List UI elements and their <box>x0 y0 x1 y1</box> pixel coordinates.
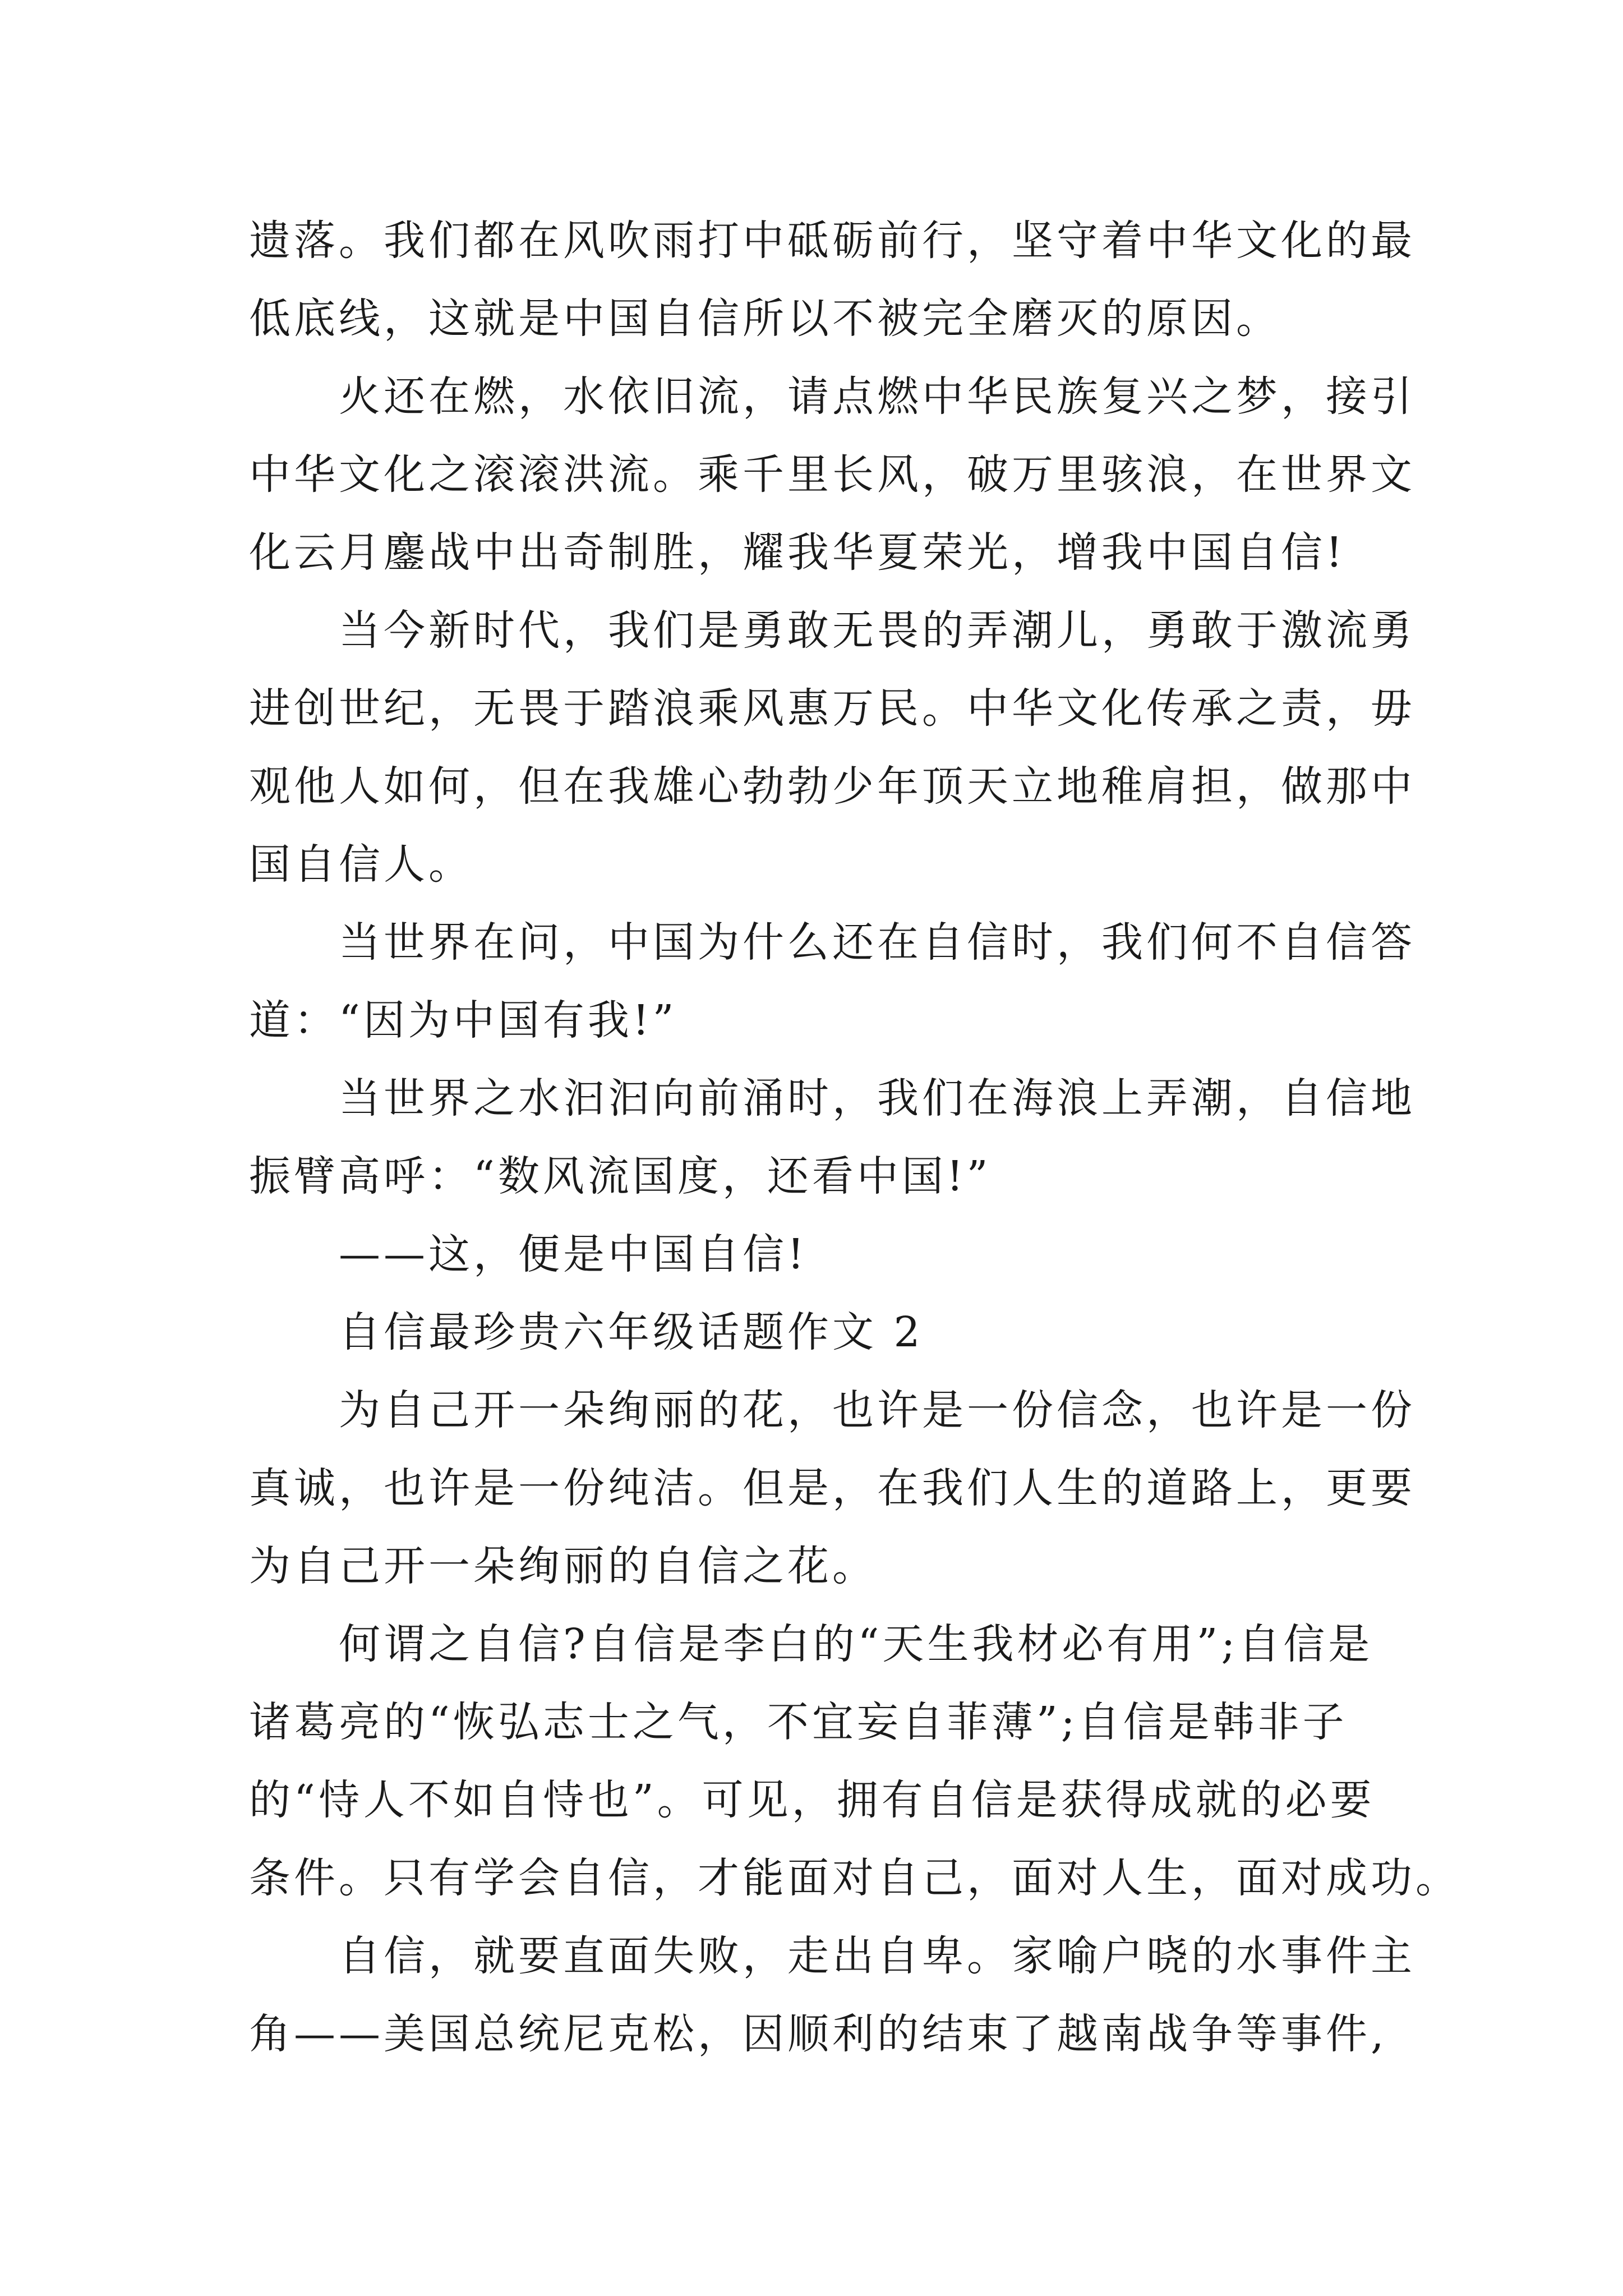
text-line: 火还在燃，水依旧流，请点燃中华民族复兴之梦，接引 <box>339 372 1415 421</box>
text-line: 国自信人。 <box>249 840 473 889</box>
text-line: ——这，便是中国自信! <box>339 1230 808 1278</box>
text-line: 角——美国总统尼克松，因顺利的结束了越南战争等事件, <box>249 2010 1387 2058</box>
text-line: 遗落。我们都在风吹雨打中砥砺前行，坚守着中华文化的最 <box>249 217 1415 265</box>
text-line: 自信，就要直面失败，走出自卑。家喻户晓的水事件主 <box>339 1932 1415 1980</box>
text-line: 当世界之水汩汩向前涌时，我们在海浪上弄潮，自信地 <box>339 1074 1415 1122</box>
text-line: 自信最珍贵六年级话题作文 2 <box>339 1308 924 1356</box>
text-line: 进创世纪，无畏于踏浪乘风惠万民。中华文化传承之责，毋 <box>249 684 1415 733</box>
text-line: 低底线，这就是中国自信所以不被完全磨灭的原因。 <box>249 295 1281 343</box>
text-line: 真诚，也许是一份纯洁。但是，在我们人生的道路上，更要 <box>249 1464 1415 1512</box>
text-line: 条件。只有学会自信，才能面对自己，面对人生，面对成功。 <box>249 1854 1460 1902</box>
text-line: 道：“因为中国有我!” <box>249 996 677 1045</box>
text-line: 中华文化之滚滚洪流。乘千里长风，破万里骇浪，在世界文 <box>249 450 1415 499</box>
text-line: 化云月鏖战中出奇制胜，耀我华夏荣光，增我中国自信! <box>249 528 1346 577</box>
text-line: 当今新时代，我们是勇敢无畏的弄潮儿，勇敢于激流勇 <box>339 606 1415 655</box>
text-line: 诸葛亮的“恢弘志士之气，不宜妄自菲薄”;自信是韩非子 <box>249 1698 1348 1746</box>
text-line: 何谓之自信?自信是李白的“天生我材必有用”;自信是 <box>339 1620 1373 1668</box>
text-line: 为自己开一朵绚丽的花，也许是一份信念，也许是一份 <box>339 1386 1415 1434</box>
text-line: 当世界在问，中国为什么还在自信时，我们何不自信答 <box>339 918 1415 967</box>
essay-body <box>249 203 1460 2074</box>
text-line: 振臂高呼：“数风流国度，还看中国!” <box>249 1152 992 1200</box>
text-line: 为自己开一朵绚丽的自信之花。 <box>249 1542 877 1590</box>
text-line: 观他人如何，但在我雄心勃勃少年顶天立地稚肩担，做那中 <box>249 762 1415 811</box>
text-line: 的“恃人不如自恃也”。可见，拥有自信是获得成就的必要 <box>249 1776 1375 1824</box>
